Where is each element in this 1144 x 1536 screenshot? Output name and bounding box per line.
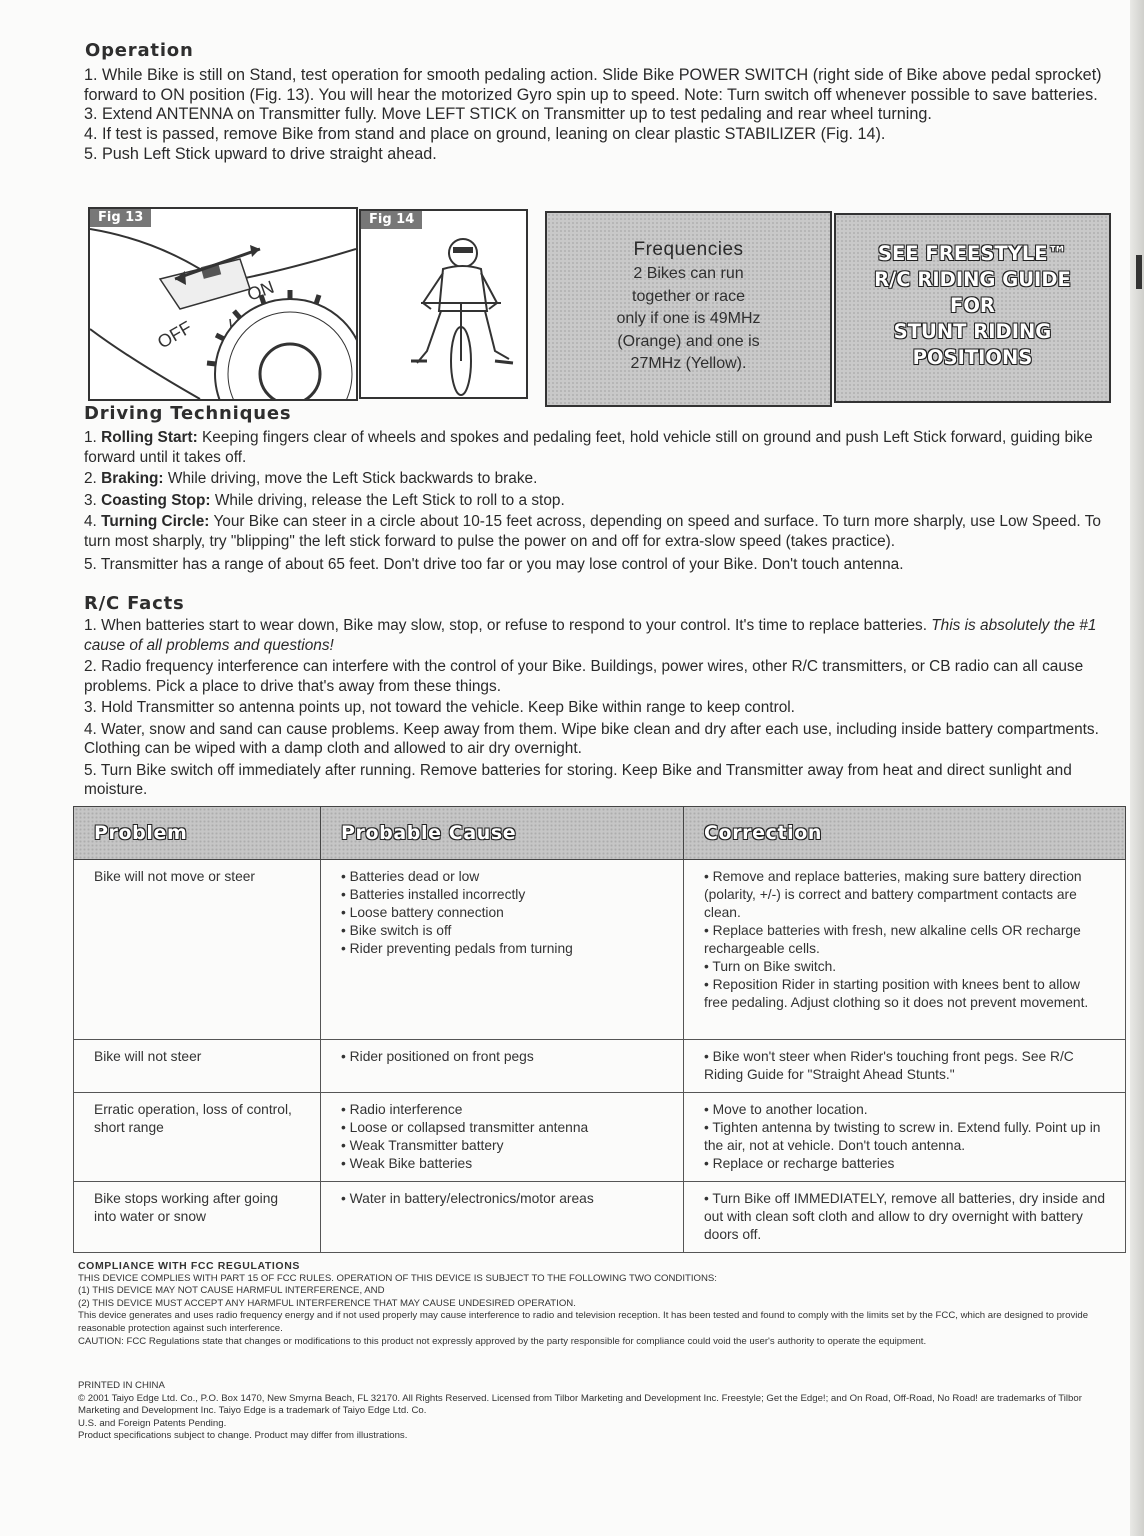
correction-item: • Tighten antenna by twisting to screw in. Extend fully. Point up in the air, not at vehicle. Don't touch antenna. [704,1120,1101,1153]
problem-cell: Bike will not steer [74,1040,321,1093]
operation-heading: Operation [85,40,194,61]
riding-guide-line: R/C RIDING GUIDE [874,268,1071,291]
correction-item: • Bike won't steer when Rider's touching front pegs. See R/C Riding Guide for "Straight Ahead Stunts." [704,1049,1074,1082]
table-row [74,860,1126,1040]
correction-item: • Remove and replace batteries, making sure battery direction (polarity, +/-) is correct and battery compartment contacts are clean. [704,869,1082,920]
operation-step-4: 4. If test is passed, remove Bike from stand and place on ground, leaning on clear plastic STABILIZER (Fig. 14). [84,125,886,144]
rider-on-bike-illustration [361,211,526,397]
edge-mark [1136,255,1142,289]
cause-cell [321,1182,684,1253]
cause-item: • Loose battery connection [341,905,504,920]
frequencies-line: (Orange) and one is [617,332,760,350]
correction-item: • Move to another location. [704,1102,868,1117]
figure-14 [359,209,528,399]
cause-item: • Radio interference [341,1102,463,1117]
table-header-row [74,807,1126,860]
driving-item [84,469,1124,489]
power-switch-illustration [90,209,356,399]
cause-cell [321,1093,684,1182]
printed-in: PRINTED IN CHINA [78,1380,165,1391]
table-row [74,1182,1126,1253]
item-number: 5. [84,556,97,573]
driving-text: While driving, move the Left Stick backwards to brake. [167,470,538,487]
rc-fact-item: 3. Hold Transmitter so antenna points up, not toward the vehicle. Keep Bike within range to keep control. [84,699,795,716]
cause-item: • Bike switch is off [341,923,452,938]
disclaimer: Product specifications subject to change. Product may differ from illustrations. [78,1430,408,1442]
problem-cell: Bike will not move or steer [74,860,321,1040]
header-correction: Correction [684,807,1126,860]
frequencies-line: 27MHz (Yellow). [630,355,747,372]
correction-cell [684,1040,1126,1093]
rc-facts-heading: R/C Facts [84,593,185,614]
rc-fact-text: 1. When batteries start to wear down, Bike may slow, stop, or refuse to respond to your control. It's time to replace batteries. [84,617,927,634]
driving-term: Rolling Start: [101,429,198,446]
table-row [74,1093,1126,1182]
cause-item: • Rider positioned on front pegs [341,1049,534,1064]
fig13-on-label: ON [244,276,277,305]
correction-item: • Reposition Rider in starting position with knees bent to allow free pedaling. Adjust clothing so it does not prevent movement. [704,977,1089,1010]
page-edge [1130,0,1144,1536]
fcc-line: (1) THIS DEVICE MAY NOT CAUSE HARMFUL INTERFERENCE, AND [78,1285,385,1297]
operation-step-3: 3. Extend ANTENNA on Transmitter fully. Move LEFT STICK on Transmitter up to test pedaling and rear wheel turning. [84,105,932,124]
header-problem: Problem [74,807,321,860]
header-probable-cause: Probable Cause [321,807,684,860]
item-number: 2. [84,470,97,487]
frequencies-line: only if one is 49MHz [616,310,761,327]
fig13-label: Fig 13 [90,209,151,227]
troubleshooting-table [73,806,1126,1253]
correction-item: • Turn Bike off IMMEDIATELY, remove all batteries, dry inside and out with clean soft cloth and allow to dry overnight with battery doors off. [704,1191,1106,1242]
driving-text: While driving, release the Left Stick to roll to a stop. [214,491,565,509]
correction-item: • Replace or recharge batteries [704,1156,895,1171]
correction-cell [684,1093,1126,1182]
operation-section [84,66,1124,165]
rc-fact-item [84,616,1124,655]
footer [78,1380,1118,1443]
fig14-label: Fig 14 [361,211,422,229]
driving-section [84,428,1124,575]
correction-item: • Replace batteries with fresh, new alkaline cells OR recharge rechargeable cells. [704,923,1081,956]
figure-13 [88,207,358,401]
table-row [74,1040,1126,1093]
cause-item: • Rider preventing pedals from turning [341,941,573,956]
item-number: 1. [84,429,97,446]
rc-facts-section [84,616,1124,800]
frequencies-text [547,263,830,376]
frequencies-line: 2 Bikes can run [633,265,744,282]
riding-guide-box [834,213,1111,403]
frequencies-line: together or race [632,287,745,305]
rc-fact-item: 5. Turn Bike switch off immediately after running. Remove batteries for storing. Keep Bike and Transmitter away from heat and direct sunlight and moisture. [84,761,1072,798]
correction-item: • Turn on Bike switch. [704,959,837,974]
driving-text: Your Bike can steer in a circle about 10-15 feet across, depending on speed and surface. To turn more sharply, use Low Speed. To turn most sharply, try "blipping" the left stick forward to pulse the power on and off for extra-slow speed (takes practice). [84,513,1101,550]
operation-step-1: 1. While Bike is still on Stand, test operation for smooth pedaling action. Slide Bike POWER SWITCH (right side of Bike above pedal sprocket) forward to ON position (Fig. 13). You will hear the motorized Gyro spin up to speed. Note: Turn switch off whenever possible to save batteries. [84,66,1102,104]
fig13-off-label: OFF [154,317,196,353]
driving-text: Keeping fingers clear of wheels and spokes and pedaling feet, hold vehicle still on ground and push Left Stick forward, guiding bike forward until it takes off. [84,429,1093,466]
cause-item: • Water in battery/electronics/motor areas [341,1191,594,1206]
riding-guide-line: FOR [950,294,995,317]
cause-cell [321,860,684,1040]
cause-item: • Loose or collapsed transmitter antenna [341,1120,589,1135]
driving-text: Transmitter has a range of about 65 feet. Don't drive too far or you may lose control of your Bike. Don't touch antenna. [100,556,904,573]
fcc-line: (2) THIS DEVICE MUST ACCEPT ANY HARMFUL INTERFERENCE THAT MAY CAUSE UNDESIRED OPERATION. [78,1297,576,1309]
frequencies-title: Frequencies [633,239,744,260]
cause-item: • Batteries dead or low [341,869,480,884]
rc-fact-item: 4. Water, snow and sand can cause problems. Keep away from them. Wipe bike clean and dry after each use, including inside battery compartments. Clothing can be wiped with a damp cloth and allowed to air dry overnight. [84,720,1099,757]
cause-item: • Weak Bike batteries [341,1156,473,1171]
driving-term: Braking: [101,470,164,487]
correction-cell [684,1182,1126,1253]
rc-fact-item: 2. Radio frequency interference can interfere with the control of your Bike. Buildings, power wires, other R/C transmitters, or CB radio can all cause problems. Pick a place to drive that's away from these things. [84,658,1084,695]
problem-cell: Erratic operation, loss of control, short range [74,1093,321,1182]
patents: U.S. and Foreign Patents Pending. [78,1417,227,1429]
frequencies-box [545,211,832,407]
driving-item [84,491,1124,511]
fcc-title: COMPLIANCE WITH FCC REGULATIONS [78,1260,300,1272]
operation-step-5: 5. Push Left Stick upward to drive straight ahead. [84,144,437,163]
copyright: © 2001 Taiyo Edge Ltd. Co., P.O. Box 1470, New Smyrna Beach, FL 32170. All Rights Reserved. Licensed from Tilbor Marketing and Development Inc. Freestyle; Get the Edge!; and On Road, Off-Road, No Road! are trademarks of Tilbor Marketing and Development Inc. Taiyo Edge is a trademark of Taiyo Edge Ltd. Co. [78,1392,1082,1417]
fcc-compliance [78,1260,1118,1348]
cause-item: • Batteries installed incorrectly [341,887,526,902]
item-number: 4. [84,513,97,530]
rc-fact-emphasis: This is absolutely the #1 cause of all problems and questions! [84,617,1097,654]
fcc-line: CAUTION: FCC Regulations state that changes or modifications to this product not expressly approved by the party responsible for compliance could void the user's authority to operate the equipment. [78,1335,927,1347]
driving-item [84,555,1124,575]
driving-term: Coasting Stop: [101,491,211,509]
problem-cell: Bike stops working after going into water or snow [74,1182,321,1253]
riding-guide-line: STUNT RIDING [893,320,1052,343]
fcc-line: This device generates and uses radio frequency energy and if not used properly may cause interference to radio and television reception. It has been tested and found to comply with the limits set by the FCC, which are designed to provide reasonable protection against such interference. [78,1310,1089,1334]
riding-guide-line: SEE FREESTYLE™ [877,242,1068,265]
driving-item [84,512,1124,551]
driving-heading: Driving Techniques [84,403,292,424]
riding-guide-line: POSITIONS [912,346,1033,369]
correction-cell [684,860,1126,1040]
driving-item [84,428,1124,467]
fcc-line: THIS DEVICE COMPLIES WITH PART 15 OF FCC RULES. OPERATION OF THIS DEVICE IS SUBJECT TO THE FOLLOWING TWO CONDITIONS: [78,1272,717,1284]
driving-term: Turning Circle: [101,513,210,530]
item-number: 3. [84,491,97,509]
cause-item: • Weak Transmitter battery [341,1138,504,1153]
cause-cell [321,1040,684,1093]
